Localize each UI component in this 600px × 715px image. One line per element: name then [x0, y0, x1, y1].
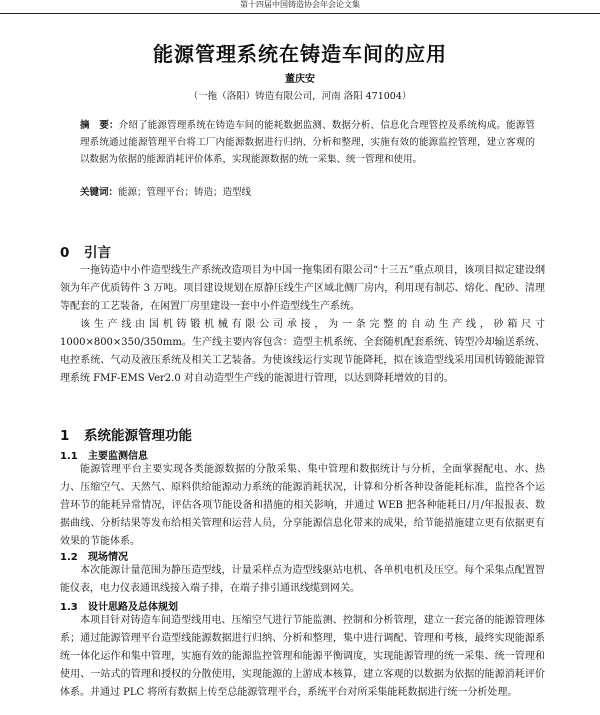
- subsection-number: 1.1: [60, 451, 78, 462]
- paragraph-site: 本次能源计量范围为静压造型线，计量采样点为造型线驱站电机、各单机电机及压空。每个采集点配置智能仪表，电力仪表通讯线接入端子排，在端子排引通讯线缆到网关。: [60, 565, 545, 594]
- paper-title: 能源管理系统在铸造车间的应用: [153, 42, 447, 66]
- abstract: [80, 117, 535, 168]
- section-heading-1: [60, 424, 192, 444]
- section-title: 系统能源管理功能: [84, 428, 192, 444]
- paragraph-monitoring: 能源管理平台主要实现各类能源数据的分散采集、集中管理和数据统计与分析，全面掌握配电、水、热力、压缩空气、天然气、原料供给能源动力系统的能源消耗状况，计算和分析各种设备能耗标准，监控各个运营环节的能耗异常情况，评估各项节能设备和措施的相关影响，并通过 WEB 把各种能耗日/月/年报报表、数据曲线、分析结果等发布给相关管理和运营人员，分享能源信息化带来的成果，给节能措施建立更有依据更有效果的节能体系。: [60, 464, 545, 547]
- author: 董庆安: [285, 74, 315, 85]
- section-title: 引言: [84, 245, 111, 261]
- abstract-label: 摘 要：: [80, 120, 119, 131]
- paragraph-intro-1: 一拖铸造中小件造型线生产系统改造项目为中国一拖集团有限公司“十三五”重点项目，该项目拟定建设纲领为年产优质铸件 3 万吨。项目建设规划在原静压线生产区域北侧厂房内，利用现有制芯、熔化、配砂、清理等配套的工艺装备，在闲置厂房里建设一套中小件造型线生产系统。: [60, 265, 545, 312]
- subsection-heading-1-3: [60, 598, 178, 613]
- paragraph-intro-2: 该生产线由国机铸锻机械有限公司承接，为一条完整的自动生产线，砂箱尺寸 1000×800×350/350mm。生产线主要内容包含：造型主机系统、全套随机配套系统、铸型冷却输送系统、电控系统、气动及液压系统及相关工艺装备。为使该线运行实现节能降耗，拟在该造型线采用国机铸锻能源管理系统 FMF-EMS Ver2.0 对自动造型生产线的能源进行管理，以达到降耗增效的目的。: [60, 319, 545, 384]
- section-number: 1: [60, 428, 70, 444]
- subsection-number: 1.2: [60, 552, 78, 563]
- subsection-number: 1.3: [60, 602, 78, 613]
- abstract-text: 介绍了能源管理系统在铸造车间的能耗数据监测、数据分析、信息化合理管控及系统构成。能源管理系统通过能源管理平台将工厂内能源数据进行归纳、分析和整理，实施有效的能源监控管理，建立客观的以数据为依据的能源消耗评价体系，实现能源数据的统一采集、统一管理和使用。: [80, 120, 535, 165]
- subsection-title: 现场情况: [88, 552, 128, 563]
- section-heading-0: [60, 241, 111, 261]
- subsection-heading-1-2: [60, 548, 128, 563]
- subsection-title: 主要监测信息: [88, 451, 148, 462]
- subsection-heading-1-1: [60, 447, 148, 462]
- keywords: [80, 185, 535, 200]
- affiliation: （一拖（洛阳）铸造有限公司，河南 洛阳 471004）: [188, 91, 412, 102]
- keywords-label: 关键词：: [80, 187, 119, 198]
- subsection-title: 设计思路及总体规划: [88, 602, 178, 613]
- running-header: 第十四届中国铸造协会年会论文集: [0, 0, 600, 14]
- paragraph-design: 本项目针对铸造车间造型线用电、压缩空气进行节能监测、控制和分析管理，建立一套完备的能源管理体系；通过能源管理平台造型线能源数据进行归纳、分析和整理，集中进行调配、管理和考核，最终实现能源系统一体化运作和集中管理，实施有效的能源监控管理和能源平衡调度，实现能源管理的统一采集、统一管理和使用、一站式的管理和授权的分散使用，实现能源的上游成本核算，建立客观的以数据为依据的能源消耗评价体系。并通过 PLC 将所有数据上传至总能源管理平台，系统平台对所采集能耗数据进行统一分析处理。: [60, 615, 545, 698]
- keywords-text: 能源；管理平台；铸造；造型线: [118, 187, 252, 198]
- section-number: 0: [60, 245, 70, 261]
